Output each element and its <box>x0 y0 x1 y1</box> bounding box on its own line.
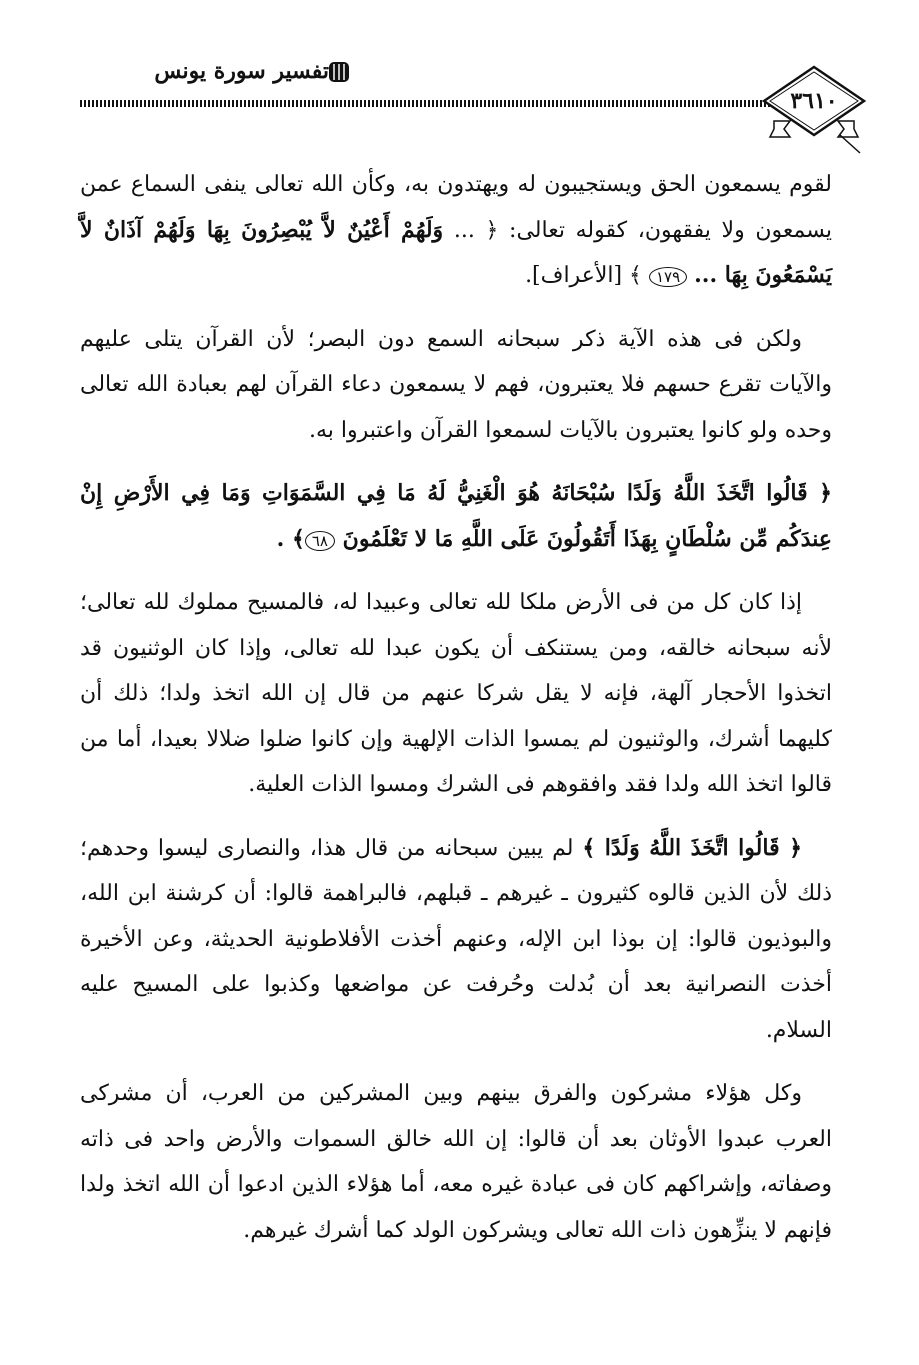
paragraph-text: ﴾ [الأعراف]. <box>525 263 642 288</box>
verse-text: ﴿ قَالُوا اتَّخَذَ اللَّهُ وَلَدًا سُبْحَانَهُ هُوَ الْغَنِيُّ لَهُ مَا فِي السَّمَوَاتِ وَمَا فِي الأَرْضِ إِنْ عِندَكُم مِّن سُلْطَانٍ بِهَذَا أَتَقُولُونَ عَلَى اللَّهِ مَا لا تَعْلَمُونَ <box>80 480 832 552</box>
paragraph: إذا كان كل من فى الأرض ملكا لله تعالى وعبيدا له، فالمسيح مملوك لله تعالى؛ لأنه سبحانه خالقه، ومن يستنكف أن يكون عبدا لله تعالى، وإذا كان الوثنيون قد اتخذوا الأحجار آلهة، فإنه لا يقل شركا عنهم من قال إن الله اتخذ ولدا؛ ذلك أن كليهما أشرك، والوثنيون لم يمسوا الذات الإلهية وإن كانوا ضلوا ضلالا بعيدا، أما من قالوا اتخذ الله ولدا فقد وافقوهم فى الشرك ومسوا الذات العلية. <box>80 590 832 797</box>
paragraph: ولكن فى هذه الآية ذكر سبحانه السمع دون البصر؛ لأن القرآن يتلى عليهم والآيات تقرع حسهم فلا يعتبرون، فهم لا يسمعون دعاء القرآن لهم بعبادة الله تعالى وحده ولو كانوا يعتبرون بالآيات لسمعوا القرآن واعتبروا به. <box>80 326 832 443</box>
page-body <box>80 162 832 1271</box>
paragraph: وكل هؤلاء مشركون والفرق بينهم وبين المشركين من العرب، أن مشركى العرب عبدوا الأوثان بعد أن قالوا: إن الله خالق السموات والأرض واحد فى ذاته وصفاته، وإشراكهم كان فى عبادة غيره معه، أما هؤلاء الذين ادعوا أن الله اتخذ ولدا فإنهم لا ينزِّهون ذات الله تعالى ويشركون الولد كما أشرك غيرهم. <box>80 1081 832 1243</box>
page-header <box>0 0 919 160</box>
quran-quote: ﴿ قَالُوا اتَّخَذَ اللَّهُ وَلَدًا ﴾ <box>582 834 802 861</box>
verse-close: ﴾ . <box>276 525 305 552</box>
verse-block <box>80 471 832 562</box>
ayah-number: ١٧٩ <box>649 267 687 287</box>
page-number: ٣٦١٠ <box>790 88 838 114</box>
running-title: تفسير سورة يونس <box>154 58 329 84</box>
header-rule <box>80 100 780 107</box>
quran-quote: وَلَهُمْ أَعْيُنٌ لاَّ يُبْصِرُونَ بِهَا وَلَهُمْ آذَانٌ لاَّ يَسْمَعُونَ بِهَا ... <box>80 216 832 288</box>
ornament-icon <box>328 60 350 84</box>
paragraph-text: لم يبين سبحانه من قال هذا، والنصارى ليسوا وحدهم؛ ذلك لأن الذين قالوه كثيرون ـ غيرهم ـ قبلهم، فالبراهمة قالوا: أن كرشنة ابن الله، والبوذيون قالوا: إن بوذا ابن الإله، وعنهم أخذت الأفلاطونية الحديثة، وعن الأخيرة أخذت النصرانية بعد أن بُدلت وحُرفت عن مواضعها وكذبوا على المسيح عليه السلام. <box>80 835 833 1043</box>
paragraph <box>80 826 832 1054</box>
paragraph-text: لقوم يسمعون الحق ويستجيبون له ويهتدون به، وكأن الله تعالى ينفى السماع عمن يسمعون ولا يفقهون، كقوله تعالى: ﴿ ... <box>80 172 832 243</box>
paragraph <box>80 162 832 299</box>
ayah-number: ٦٨ <box>305 531 335 551</box>
